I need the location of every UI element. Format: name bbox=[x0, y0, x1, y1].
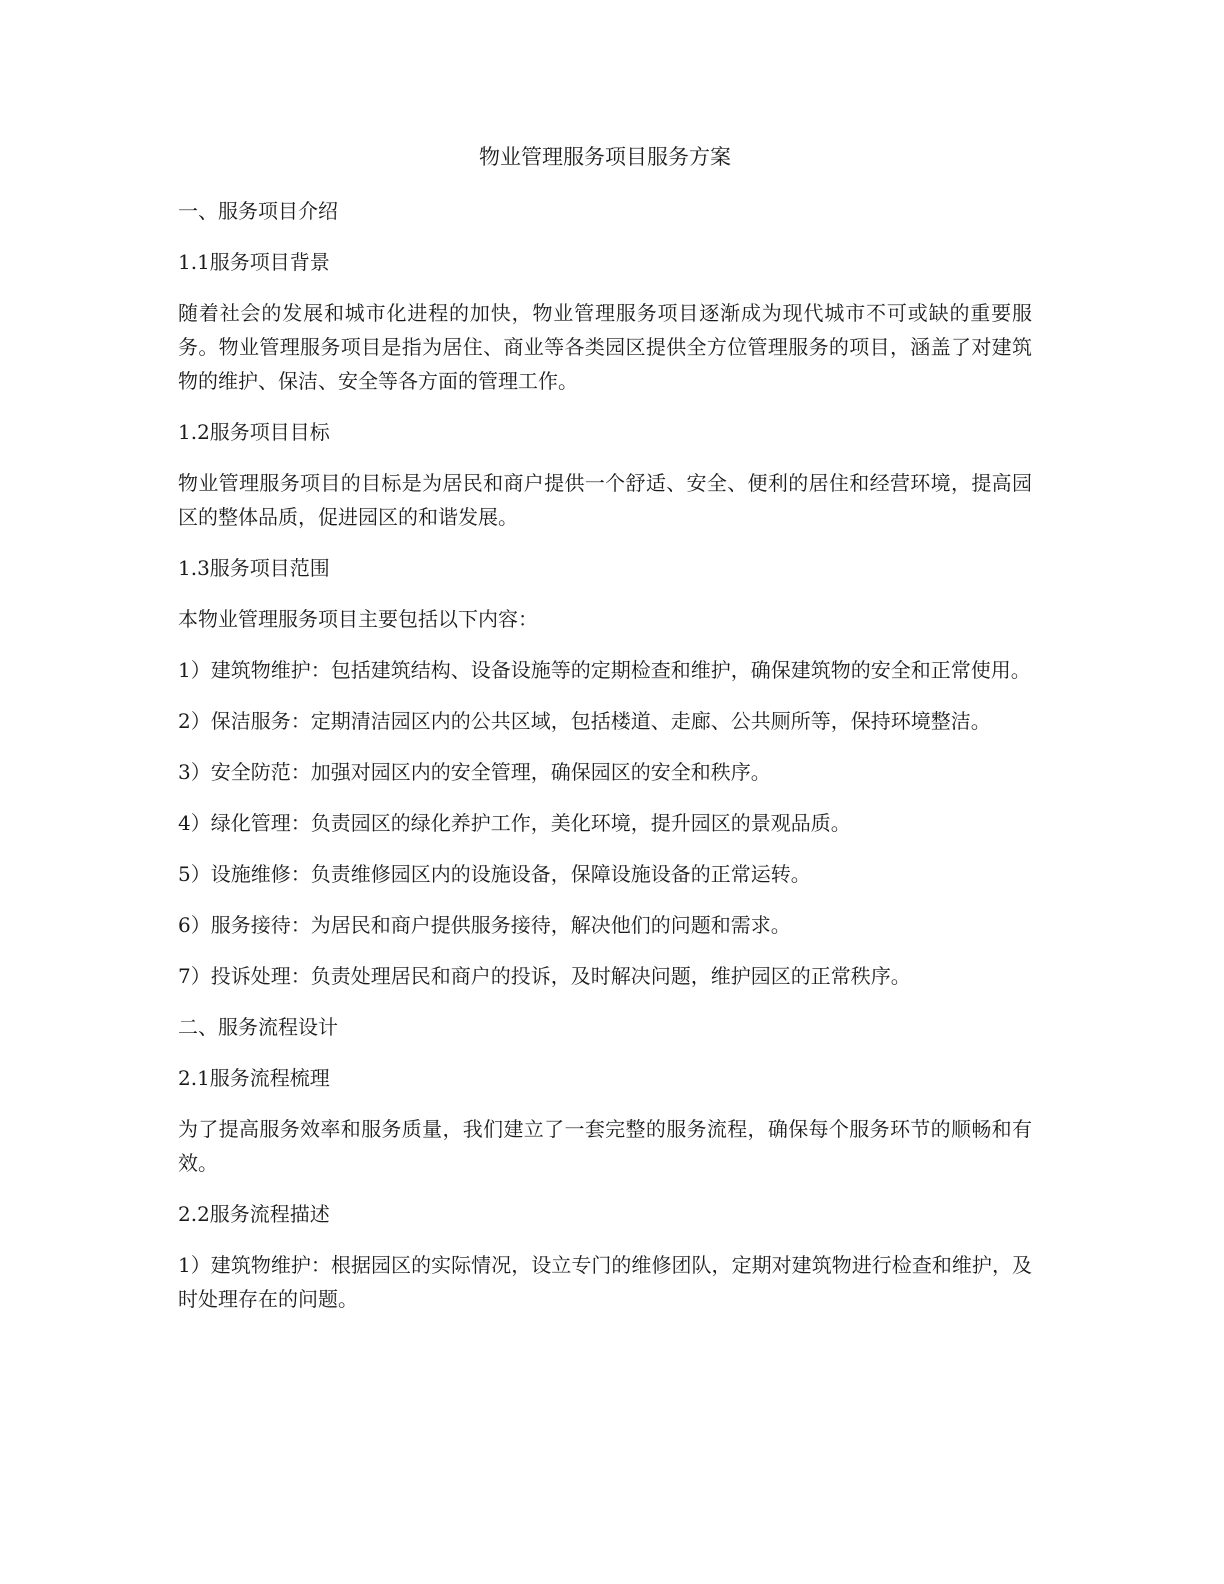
list-item: 4）绿化管理：负责园区的绿化养护工作，美化环境，提升园区的景观品质。 bbox=[178, 811, 851, 835]
paragraph-scope-intro: 本物业管理服务项目主要包括以下内容： bbox=[178, 607, 538, 631]
subsection-heading-1-2: 1.2服务项目目标 bbox=[178, 420, 330, 444]
subsection-heading-2-2: 2.2服务流程描述 bbox=[178, 1202, 330, 1226]
subsection-heading-1-1: 1.1服务项目背景 bbox=[178, 250, 330, 274]
paragraph-background: 随着社会的发展和城市化进程的加快，物业管理服务项目逐渐成为现代城市不可或缺的重要服务。物业管理服务项目是指为居住、商业等各类园区提供全方位管理服务的项目，涵盖了对建筑物的维护、保洁、安全等各方面的管理工作。 bbox=[178, 301, 1032, 393]
subsection-heading-1-3: 1.3服务项目范围 bbox=[178, 556, 330, 580]
document-title: 物业管理服务项目服务方案 bbox=[479, 145, 731, 169]
list-item: 5）设施维修：负责维修园区内的设施设备，保障设施设备的正常运转。 bbox=[178, 862, 811, 886]
subsection-heading-2-1: 2.1服务流程梳理 bbox=[178, 1066, 330, 1090]
paragraph-process-overview: 为了提高服务效率和服务质量，我们建立了一套完整的服务流程，确保每个服务环节的顺畅和有效。 bbox=[178, 1117, 1032, 1175]
list-item: 7）投诉处理：负责处理居民和商户的投诉，及时解决问题，维护园区的正常秩序。 bbox=[178, 964, 911, 988]
list-item: 6）服务接待：为居民和商户提供服务接待，解决他们的问题和需求。 bbox=[178, 913, 791, 937]
list-item: 1）建筑物维护：根据园区的实际情况，设立专门的维修团队，定期对建筑物进行检查和维护，及时处理存在的问题。 bbox=[178, 1253, 1032, 1311]
paragraph-goal: 物业管理服务项目的目标是为居民和商户提供一个舒适、安全、便利的居住和经营环境，提高园区的整体品质，促进园区的和谐发展。 bbox=[178, 471, 1032, 529]
list-item: 2）保洁服务：定期清洁园区内的公共区域，包括楼道、走廊、公共厕所等，保持环境整洁。 bbox=[178, 709, 991, 733]
document-page bbox=[178, 142, 1032, 1333]
section-heading-2: 二、服务流程设计 bbox=[178, 1015, 338, 1039]
list-item: 1）建筑物维护：包括建筑结构、设备设施等的定期检查和维护，确保建筑物的安全和正常使用。 bbox=[178, 658, 1031, 682]
section-heading-1: 一、服务项目介绍 bbox=[178, 199, 338, 223]
list-item: 3）安全防范：加强对园区内的安全管理，确保园区的安全和秩序。 bbox=[178, 760, 771, 784]
